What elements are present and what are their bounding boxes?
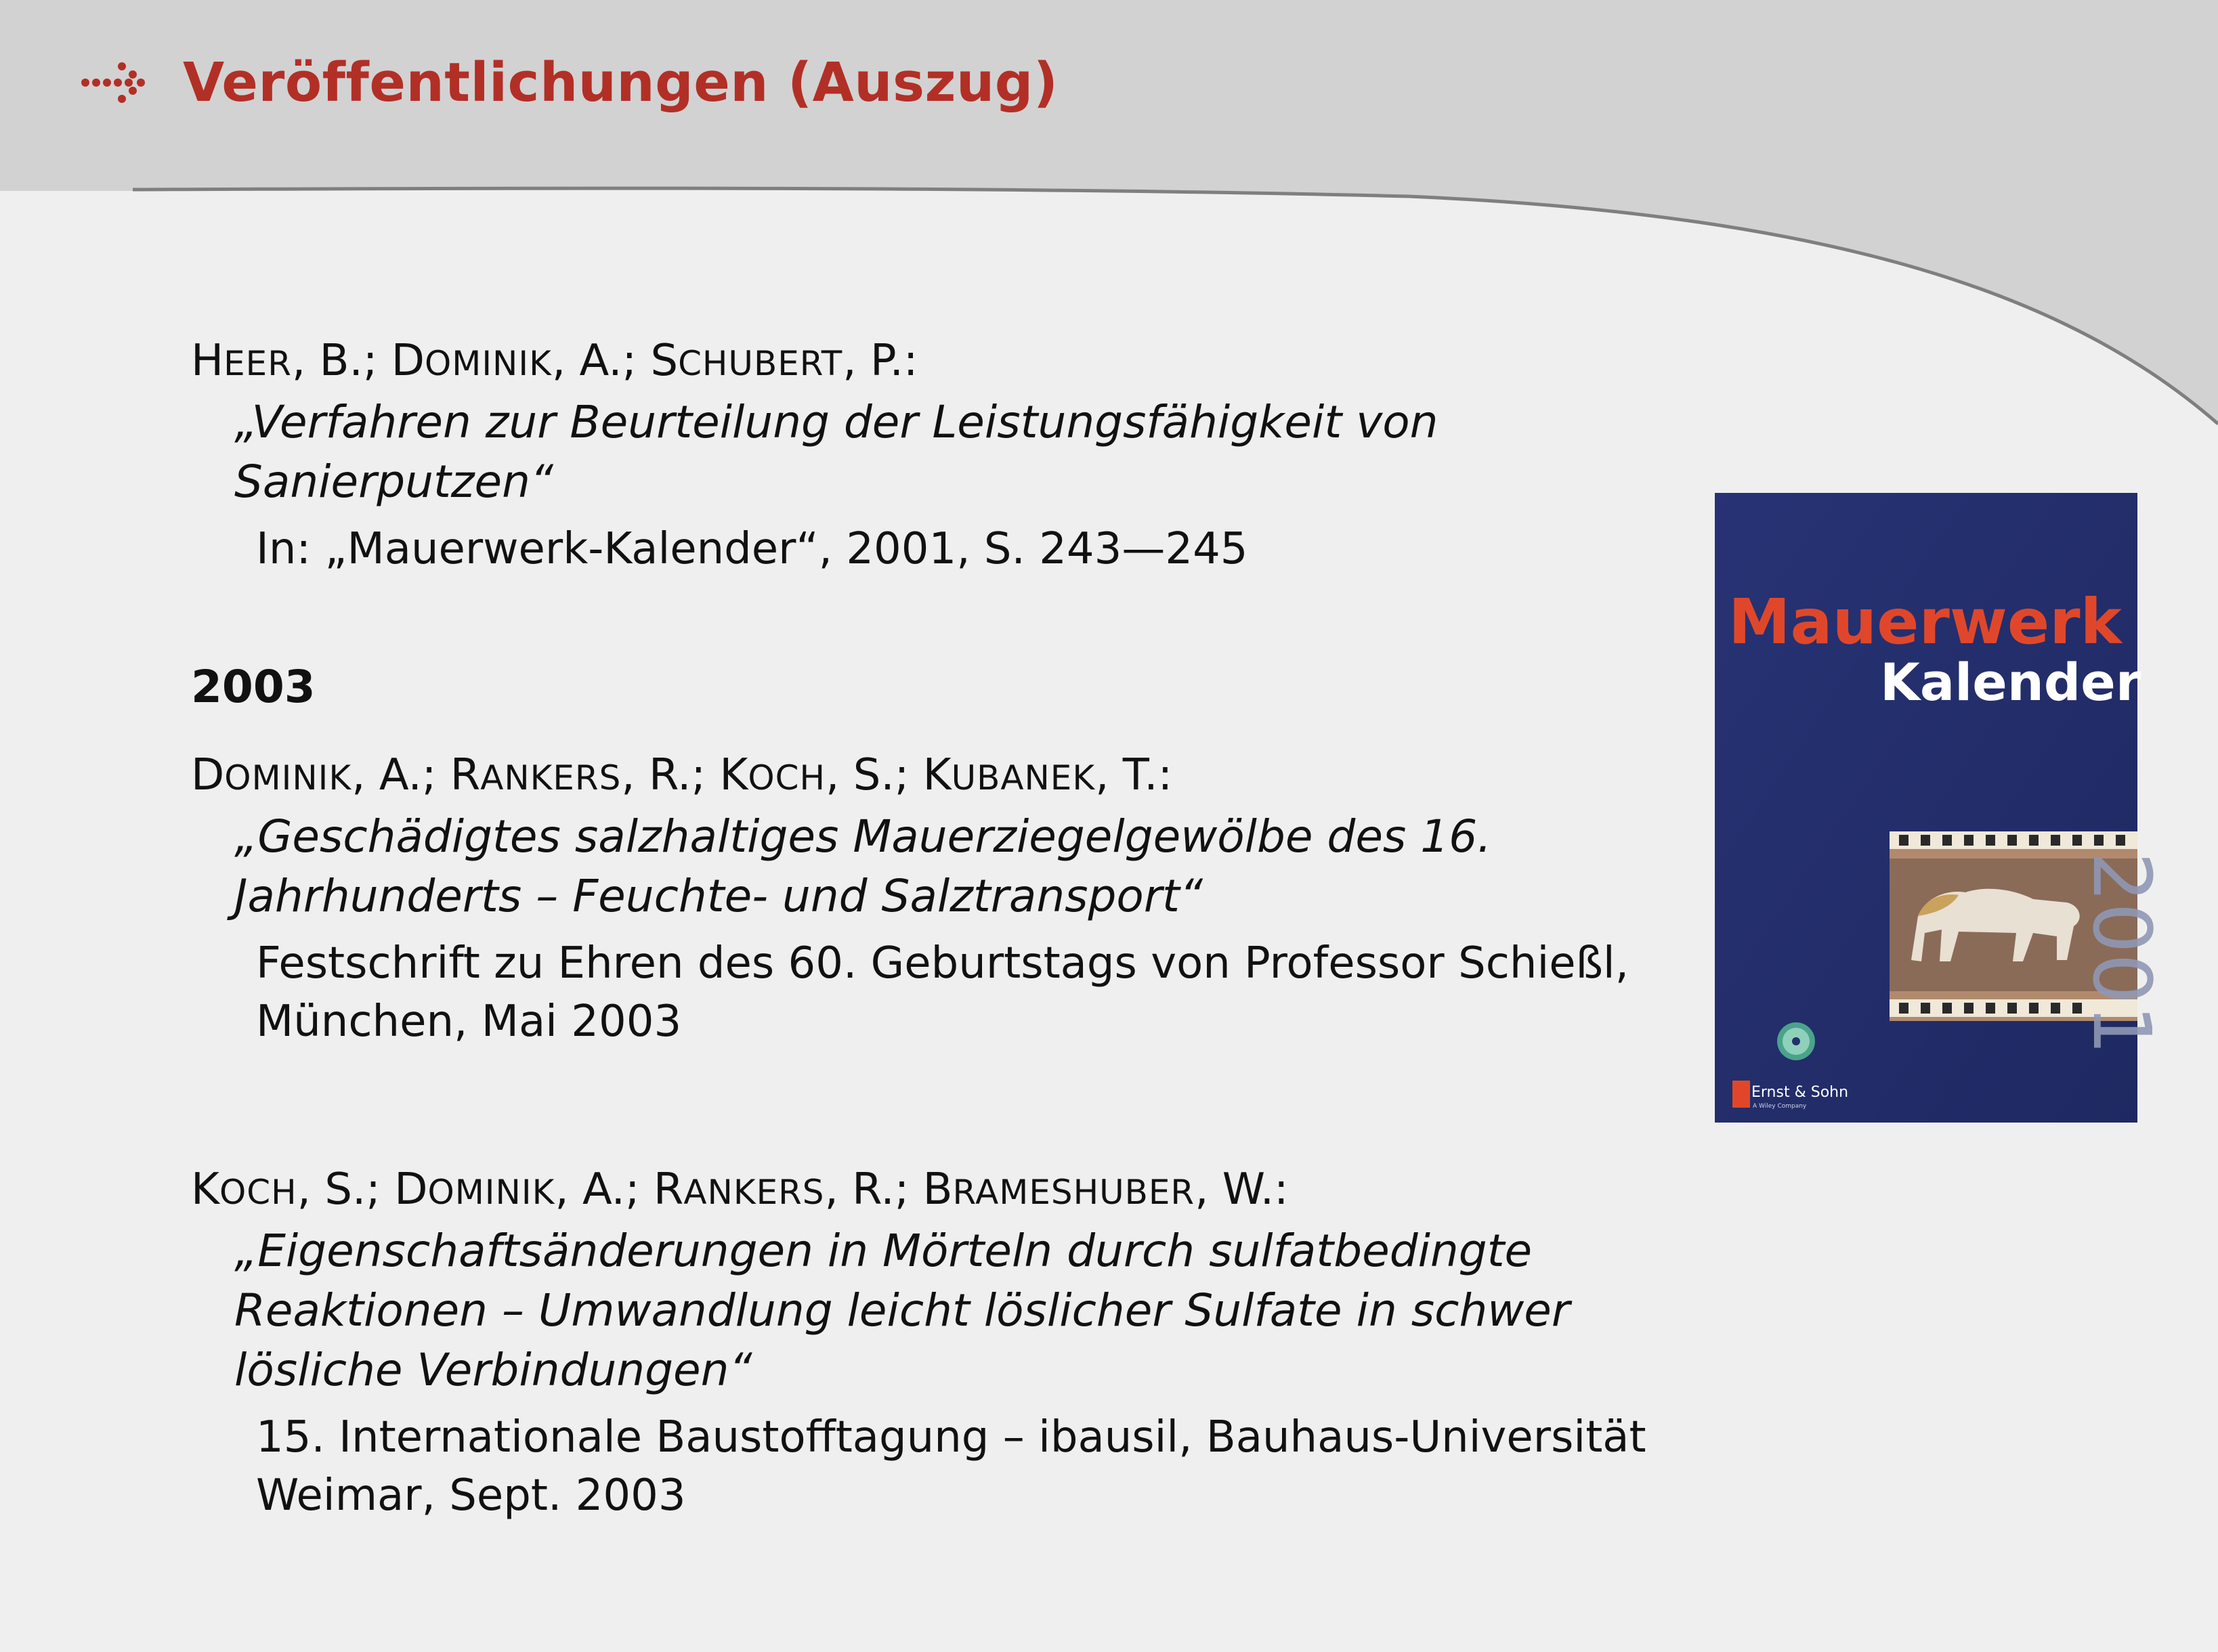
publication-title: „Geschädigtes salzhaltiges Mauerziegelgewölbe des 16. Jahrhunderts – Feuchte- und Salztransport“ bbox=[234, 810, 1492, 922]
publication-source: In: „Mauerwerk-Kalender“, 2001, S. 243—245 bbox=[256, 524, 1248, 574]
publication-authors: HEER, B.; DOMINIK, A.; SCHUBERT, P.: bbox=[191, 336, 918, 386]
publication-entry bbox=[191, 1160, 1646, 1525]
publisher-subtitle: A Wiley Company bbox=[1753, 1103, 1807, 1110]
dotted-arrow-icon bbox=[80, 56, 148, 110]
book-cover-image bbox=[1715, 493, 2169, 1123]
publication-entry bbox=[191, 746, 1629, 1051]
cover-title-line1: Mauerwerk bbox=[1728, 586, 2122, 658]
publication-authors: DOMINIK, A.; RANKERS, R.; KOCH, S.; KUBANEK, T.: bbox=[191, 750, 1173, 800]
cd-disc-icon bbox=[1777, 1022, 1815, 1060]
page-title: Veröffentlichungen (Auszug) bbox=[183, 51, 1059, 114]
publication-authors: KOCH, S.; DOMINIK, A.; RANKERS, R.; BRAMESHUBER, W.: bbox=[191, 1165, 1289, 1215]
book-cover-artwork bbox=[1715, 493, 2169, 1123]
year-heading: 2003 bbox=[191, 661, 316, 713]
publication-entry bbox=[191, 332, 1438, 578]
publication-title: „Verfahren zur Beurteilung der Leistungsfähigkeit von Sanierputzen“ bbox=[234, 396, 1438, 508]
publisher-name: Ernst & Sohn bbox=[1751, 1084, 1849, 1101]
publication-source: Festschrift zu Ehren des 60. Geburtstags von Professor Schießl, München, Mai 2003 bbox=[256, 938, 1629, 1047]
page-header bbox=[80, 42, 1058, 123]
cover-year: 2001 bbox=[2075, 852, 2169, 1056]
publication-title: „Eigenschaftsänderungen in Mörteln durch sulfatbedingte Reaktionen – Umwandlung leicht löslicher Sulfate in schwer lösliche Verbindungen“ bbox=[234, 1225, 1571, 1396]
cover-title-line2: Kalender bbox=[1880, 652, 2141, 712]
publication-source: 15. Internationale Baustofftagung – ibausil, Bauhaus-Universität Weimar, Sept. 2003 bbox=[256, 1412, 1646, 1521]
